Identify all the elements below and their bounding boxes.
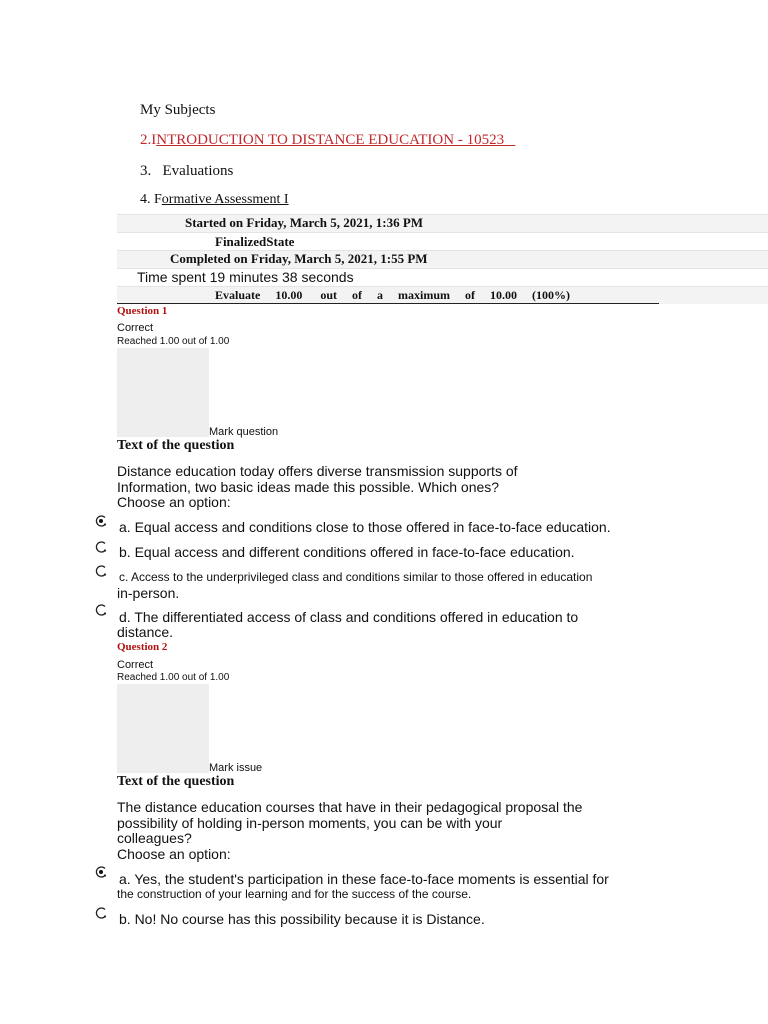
- question-2-mark-flag[interactable]: Mark issue: [209, 762, 263, 774]
- summary-divider: [117, 303, 659, 304]
- question-2-option-b[interactable]: b. No! No course has this possibility because it is Distance.: [119, 911, 485, 927]
- question-1-option-c-cont: in-person.: [117, 585, 180, 601]
- summary-completed: Completed on Friday, March 5, 2021, 1:55 PM: [170, 251, 428, 266]
- question-1-option-d-cont: distance.: [117, 624, 174, 640]
- question-2-label: Question 2: [117, 641, 168, 653]
- breadcrumb-evaluations[interactable]: [140, 163, 233, 180]
- radio-selected-icon[interactable]: [94, 865, 108, 879]
- breadcrumb-course[interactable]: [140, 132, 515, 149]
- question-1-label: Question 1: [117, 305, 168, 317]
- breadcrumb-my-subjects[interactable]: My Subjects: [140, 102, 216, 118]
- question-1-option-d[interactable]: d. The differentiated access of class and conditions offered in education to: [119, 609, 579, 625]
- question-2-text: The distance education courses that have in their pedagogical proposal the possibility of holding in-person moments, you can be with your colleagues? Choose an option:: [117, 799, 583, 862]
- breadcrumb-course-link[interactable]: NTRODUCTION TO DISTANCE EDUCATION - 10523: [156, 132, 505, 148]
- question-1-option-a[interactable]: a. Equal access and conditions close to those offered in face-to-face education.: [119, 519, 611, 535]
- radio-unselected-icon[interactable]: [94, 564, 108, 578]
- question-2-option-a-cont: the construction of your learning and for the success of the course.: [117, 887, 472, 901]
- summary-state: FinalizedState: [215, 234, 295, 249]
- question-1-text-heading: Text of the question: [117, 438, 235, 453]
- radio-unselected-icon[interactable]: [94, 540, 108, 554]
- question-1-text: Distance education today offers diverse transmission supports of Information, two basic ideas made this possible. Which ones? Choose an option:: [117, 463, 518, 510]
- question-1-reached: Reached 1.00 out of 1.00: [117, 336, 230, 347]
- summary-evaluate: Evaluate 10.00 out of a maximum of 10.00 (100%): [215, 288, 571, 302]
- radio-unselected-icon[interactable]: [94, 906, 108, 920]
- question-2-text-heading: Text of the question: [117, 774, 235, 789]
- question-1-option-b[interactable]: b. Equal access and different conditions offered in face-to-face education.: [119, 544, 575, 560]
- question-1-option-c[interactable]: c. Access to the underprivileged class and conditions similar to those offered in education: [119, 570, 593, 584]
- breadcrumb-assessment[interactable]: [140, 192, 289, 208]
- question-2-info-box: [117, 684, 209, 773]
- question-1-mark-flag[interactable]: Mark question: [209, 426, 279, 438]
- breadcrumb-evaluations-label[interactable]: Evaluations: [162, 163, 234, 179]
- breadcrumb-evaluations-number: 3.: [140, 163, 152, 179]
- question-2-status: Correct: [117, 659, 154, 671]
- summary-time-spent: Time spent 19 minutes 38 seconds: [137, 269, 354, 285]
- question-2-reached: Reached 1.00 out of 1.00: [117, 672, 230, 683]
- question-2-option-a[interactable]: a. Yes, the student's participation in these face-to-face moments is essential for: [119, 871, 609, 887]
- radio-selected-icon[interactable]: [94, 514, 108, 528]
- breadcrumb-assessment-prefix: 4. F: [140, 192, 162, 207]
- question-1-status: Correct: [117, 322, 154, 334]
- summary-started: Started on Friday, March 5, 2021, 1:36 PM: [185, 215, 424, 230]
- breadcrumb-assessment-link[interactable]: ormative Assessment I: [161, 192, 289, 207]
- radio-unselected-icon[interactable]: [94, 603, 108, 617]
- question-1-info-box: [117, 348, 209, 437]
- breadcrumb-course-number: 2.I: [140, 132, 157, 148]
